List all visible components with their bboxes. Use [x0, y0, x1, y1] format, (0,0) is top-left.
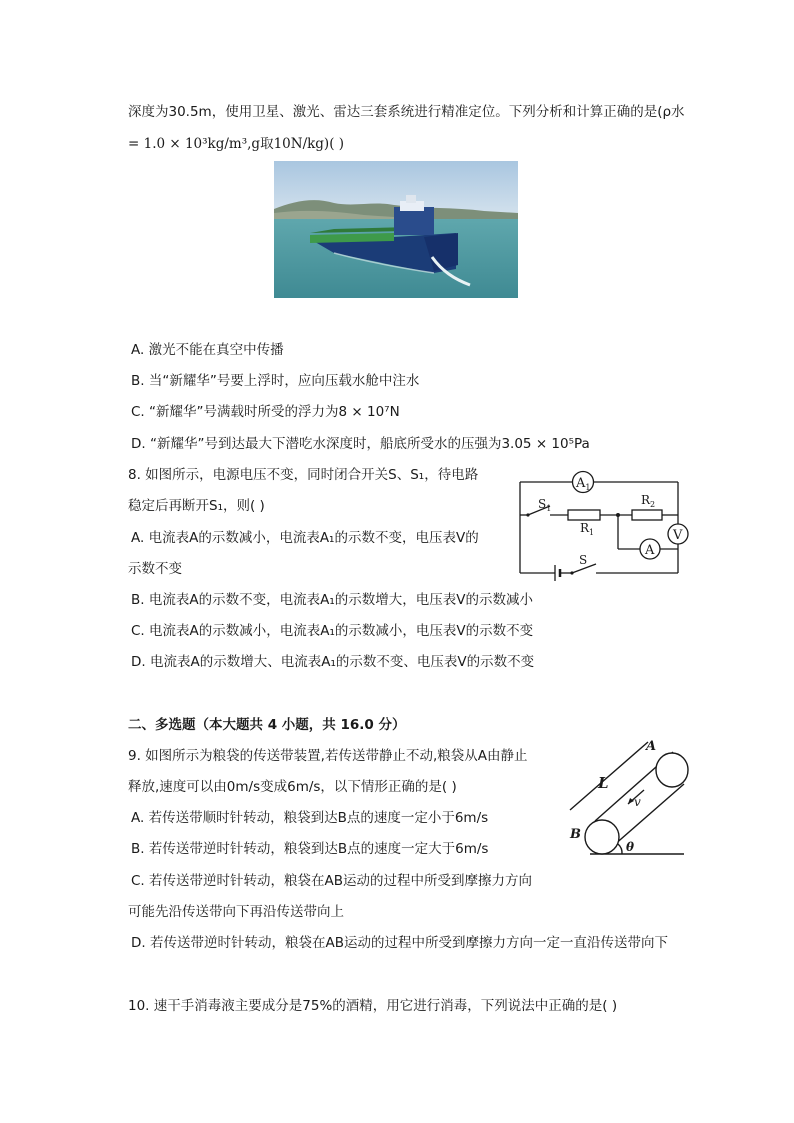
q9-option-a: A. 若传送带顺时针转动，粮袋到达B点的速度一定小于6m/s — [131, 810, 489, 826]
label-s: S — [579, 553, 588, 567]
roller-a — [656, 753, 688, 787]
conveyor-figure — [560, 740, 694, 860]
q9-stem-line1: 9. 如图所示为粮袋的传送带装置,若传送带静止不动,粮袋从A由静止 — [128, 748, 528, 764]
label-v: V — [673, 528, 683, 543]
label-a-point: A — [646, 740, 657, 754]
switch-s-pivot — [570, 571, 573, 574]
switch-s1-pivot — [526, 513, 529, 516]
label-b-point: B — [570, 827, 581, 842]
q7-option-a: A. 激光不能在真空中传播 — [131, 342, 284, 358]
q10-stem-line1: 10. 速干手消毒液主要成分是75%的酒精，用它进行消毒，下列说法中正确的是( ) — [128, 998, 618, 1014]
q9-option-c-line1: C. 若传送带逆时针转动，粮袋在AB运动的过程中所受到摩擦力方向 — [131, 873, 533, 889]
q8-option-c: C. 电流表A的示数减小，电流表A₁的示数减小，电压表V的示数不变 — [131, 623, 534, 639]
label-v: v — [634, 795, 641, 809]
q8-option-a-line2: 示数不变 — [128, 561, 182, 577]
q7-option-b: B. 当“新耀华”号要上浮时，应向压载水舱中注水 — [131, 373, 420, 389]
q9-option-c-line2: 可能先沿传送带向下再沿传送带向上 — [128, 904, 344, 920]
resistor-r1 — [568, 510, 600, 520]
label-theta: θ — [626, 840, 635, 854]
q8-option-a-line1: A. 电流表A的示数减小，电流表A₁的示数不变，电压表V的 — [131, 530, 479, 546]
angle-arc — [618, 844, 622, 854]
roller-b — [585, 820, 619, 854]
label-a1: $A_1$ — [576, 476, 591, 492]
label-r1: $R_1$ — [580, 521, 595, 537]
q7-option-d: D. “新耀华”号到达最大下潜吃水深度时，船底所受水的压强为3.05 × 10⁵Pa — [131, 436, 590, 452]
q7-stem-line1: 深度为30.5m，使用卫星、激光、雷达三套系统进行精准定位。下列分析和计算正确的是(ρ水 — [128, 104, 685, 120]
q8-stem-line1: 8. 如图所示，电源电压不变，同时闭合开关S、S₁，待电路 — [128, 467, 479, 483]
q8-option-d: D. 电流表A的示数增大、电流表A₁的示数不变、电压表V的示数不变 — [131, 654, 535, 670]
section-2-heading: 二、多选题（本大题共 4 小题，共 16.0 分） — [128, 717, 406, 733]
ship-photo — [274, 161, 518, 298]
resistor-r2 — [632, 510, 662, 520]
q8-option-b: B. 电流表A的示数不变，电流表A₁的示数增大，电压表V的示数减小 — [131, 592, 533, 608]
q9-stem-line2: 释放,速度可以由0m/s变成6m/s，以下情形正确的是( ) — [128, 779, 457, 795]
q8-stem-line2: 稳定后再断开S₁，则( ) — [128, 498, 265, 514]
junction-dot — [616, 513, 620, 517]
q9-option-b: B. 若传送带逆时针转动，粮袋到达B点的速度一定大于6m/s — [131, 841, 489, 857]
q7-option-c: C. “新耀华”号满载时所受的浮力为8 × 10⁷N — [131, 404, 400, 420]
circuit-diagram — [500, 466, 700, 582]
label-r2: $R_2$ — [641, 493, 656, 509]
ship-image — [274, 161, 518, 298]
q7-stem-line2: = 1.0 × 10³kg/m³,g取10N/kg)( ) — [128, 136, 345, 152]
label-a: A — [645, 543, 655, 558]
label-l: L — [598, 774, 609, 792]
q9-option-d: D. 若传送带逆时针转动，粮袋在AB运动的过程中所受到摩擦力方向一定一直沿传送带向下 — [131, 935, 668, 951]
label-s1: $S_1$ — [538, 497, 552, 513]
